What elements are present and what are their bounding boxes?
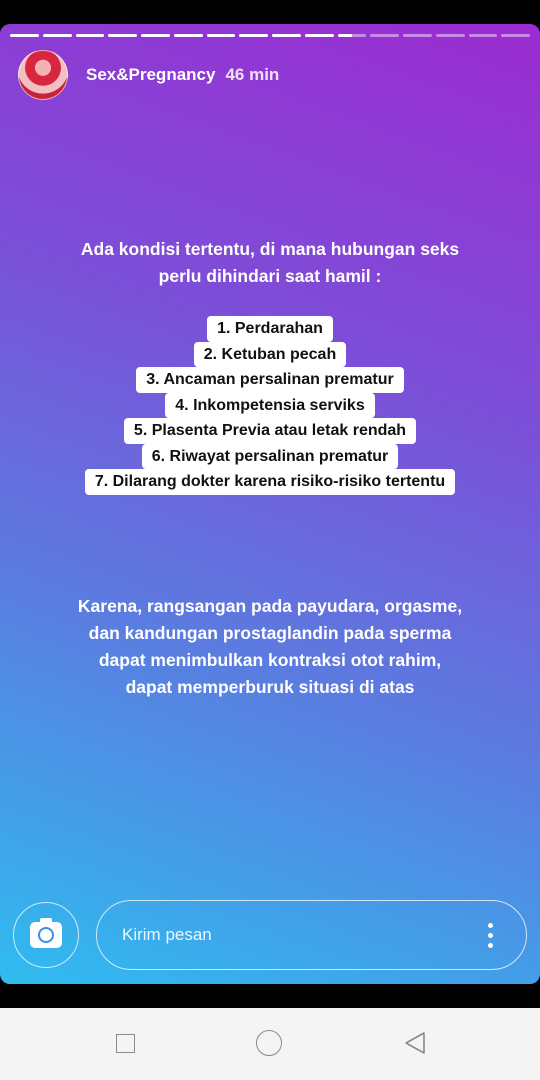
- list-item: 1. Perdarahan: [207, 316, 333, 342]
- intro-line: perlu dihindari saat hamil :: [158, 266, 382, 286]
- progress-segment: [10, 34, 39, 37]
- progress-segment: [108, 34, 137, 37]
- progress-segment: [436, 34, 465, 37]
- profile-avatar[interactable]: [18, 50, 68, 100]
- system-nav-bar: [0, 1008, 540, 1080]
- progress-segment: [338, 34, 367, 37]
- progress-segment: [207, 34, 236, 37]
- list-item: 2. Ketuban pecah: [194, 342, 346, 368]
- progress-segment: [76, 34, 105, 37]
- story-view[interactable]: [0, 24, 540, 984]
- progress-segment: [403, 34, 432, 37]
- recents-square-icon[interactable]: [116, 1034, 135, 1053]
- progress-segment: [469, 34, 498, 37]
- list-item: 5. Plasenta Previa atau letak rendah: [124, 418, 416, 444]
- list-item: 4. Inkompetensia serviks: [165, 393, 374, 419]
- closing-line: dan kandungan prostaglandin pada sperma: [88, 623, 452, 643]
- progress-segment: [272, 34, 301, 37]
- closing-line: dapat memperburuk situasi di atas: [125, 677, 415, 697]
- story-time: 46 min: [225, 65, 280, 84]
- progress-segment: [370, 34, 399, 37]
- progress-segment: [43, 34, 72, 37]
- camera-button[interactable]: [13, 902, 79, 968]
- home-circle-icon[interactable]: [256, 1030, 282, 1056]
- message-input[interactable]: [120, 924, 470, 946]
- closing-line: dapat menimbulkan kontraksi otot rahim,: [98, 650, 442, 670]
- story-username[interactable]: Sex&Pregnancy: [86, 65, 216, 84]
- closing-text: [20, 593, 520, 701]
- story-header: [18, 50, 279, 100]
- list-item: 7. Dilarang dokter karena risiko-risiko tertentu: [85, 469, 455, 495]
- more-vertical-icon: [488, 923, 493, 928]
- more-vertical-icon: [488, 943, 493, 948]
- intro-line: Ada kondisi tertentu, di mana hubungan seks: [80, 239, 460, 259]
- message-box[interactable]: [96, 900, 527, 970]
- conditions-list: [0, 316, 540, 495]
- progress-segment: [305, 34, 334, 37]
- intro-text: [20, 236, 520, 290]
- progress-segment: [239, 34, 268, 37]
- progress-segment: [174, 34, 203, 37]
- story-progress-bar: [10, 34, 530, 37]
- closing-line: Karena, rangsangan pada payudara, orgasme,: [77, 596, 463, 616]
- list-item: 3. Ancaman persalinan prematur: [136, 367, 404, 393]
- progress-segment: [141, 34, 170, 37]
- camera-icon: [30, 922, 62, 948]
- back-triangle-icon[interactable]: [402, 1030, 428, 1056]
- list-item: 6. Riwayat persalinan prematur: [142, 444, 399, 470]
- more-vertical-icon: [488, 933, 493, 938]
- more-options-button[interactable]: [470, 915, 510, 955]
- progress-segment: [501, 34, 530, 37]
